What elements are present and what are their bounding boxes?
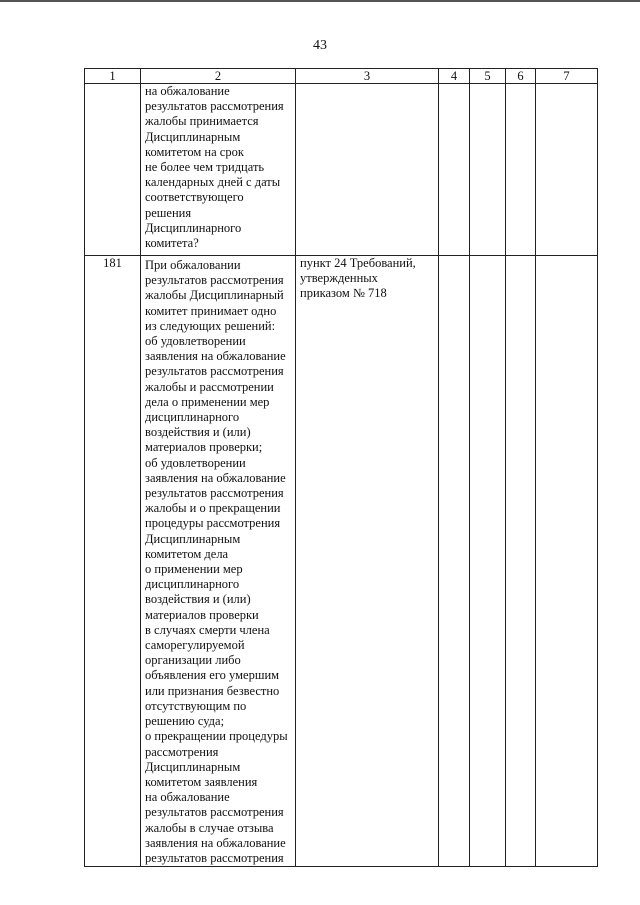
answer-cell-4	[439, 256, 470, 867]
legal-reference-cell	[296, 84, 439, 256]
answer-cell-5	[470, 256, 506, 867]
answer-cell-6	[506, 84, 536, 256]
notes-cell-7	[536, 84, 598, 256]
legal-reference-cell: пункт 24 Требований, утвержденных приказом № 718	[296, 256, 439, 867]
table-row	[85, 256, 598, 867]
page-number: 43	[313, 38, 327, 53]
column-header-2: 2	[141, 69, 296, 84]
column-header-6: 6	[506, 69, 536, 84]
answer-cell-5	[470, 84, 506, 256]
answer-cell-6	[506, 256, 536, 867]
row-number-cell: 181	[85, 256, 141, 867]
column-header-5: 5	[470, 69, 506, 84]
scan-top-edge	[0, 0, 640, 6]
question-text-cell: на обжалование результатов рассмотрения жалобы принимается Дисциплинарным комитетом на срок не более чем тридцать календарных дней с даты соответствующего решения Дисциплинарного комитета?	[141, 84, 296, 256]
answer-cell-4	[439, 84, 470, 256]
requirements-table	[84, 68, 598, 867]
question-text-cell: При обжаловании результатов рассмотрения жалобы Дисциплинарный комитет принимает одно из следующих решений: об удовлетворении заявления на обжалование результатов рассмотрения жалобы и рассмотрении дела о применении мер дисциплинарного воздействия и (или) материалов проверки; об удовлетворении заявления на обжалование результатов рассмотрения жалобы и о прекращении процедуры рассмотрения Дисциплинарным комитетом дела о применении мер дисциплинарного воздействия и (или) материалов проверки в случаях смерти члена саморегулируемой организации либо объявления его умершим или признания безвестно отсутствующим по решению суда; о прекращении процедуры рассмотрения Дисциплинарным комитетом заявления на обжалование результатов рассмотрения жалобы в случае отзыва заявления на обжалование результатов рассмотрения	[141, 256, 296, 867]
notes-cell-7	[536, 256, 598, 867]
column-header-7: 7	[536, 69, 598, 84]
column-header-4: 4	[439, 69, 470, 84]
column-header-1: 1	[85, 69, 141, 84]
row-number-cell	[85, 84, 141, 256]
table-header-row	[85, 69, 598, 84]
column-header-3: 3	[296, 69, 439, 84]
table-row	[85, 84, 598, 256]
